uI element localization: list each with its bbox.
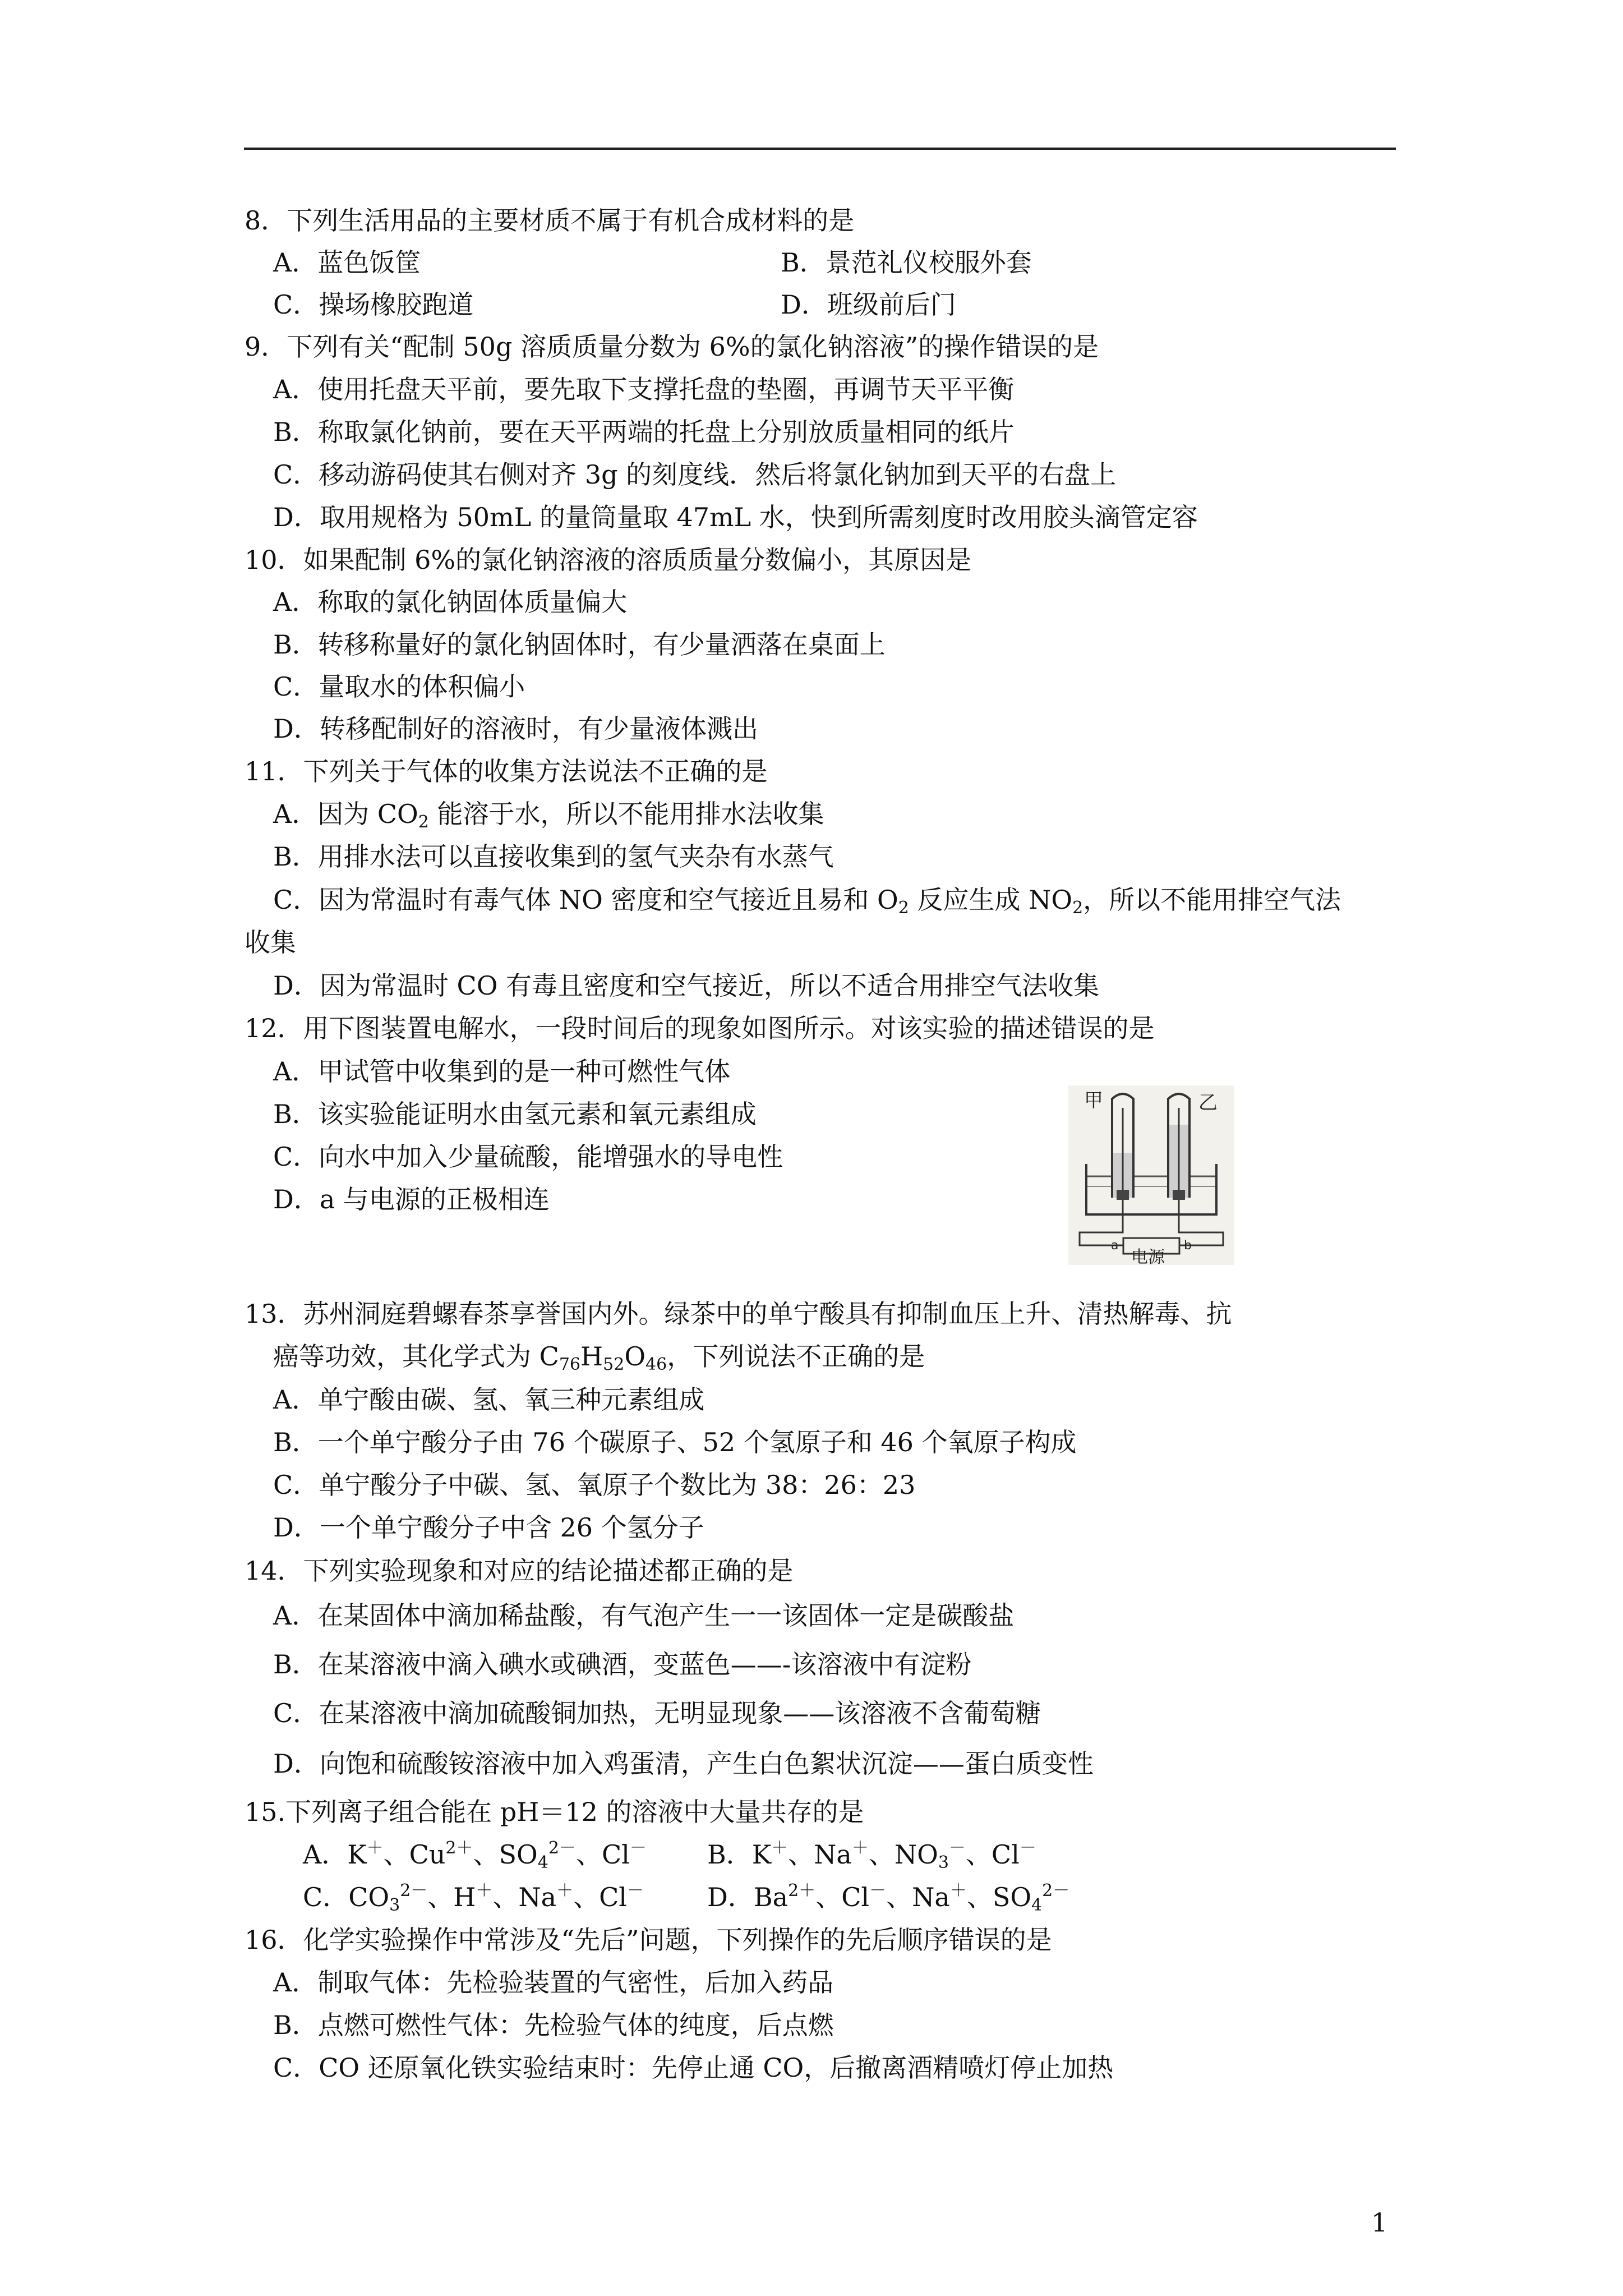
question-8-option-d: D．班级前后门 <box>781 289 956 320</box>
label-a: a <box>1111 1239 1119 1253</box>
question-9-option-c: C．移动游码使其右侧对齐 3g 的刻度线．然后将氯化钠加到天平的右盘上 <box>273 459 1117 490</box>
question-14-option-b: B．在某溶液中滴入碘水或碘酒，变蓝色——-该溶液中有淀粉 <box>273 1649 972 1680</box>
question-10-option-a: A．称取的氯化钠固体质量偏大 <box>273 587 628 617</box>
question-16-stem: 16．化学实验操作中常涉及“先后”问题，下列操作的先后顺序错误的是 <box>245 1925 1052 1955</box>
question-13-stem-line1: 13．苏州洞庭碧螺春茶享誉国内外。绿茶中的单宁酸具有抑制血压上升、清热解毒、抗 <box>245 1299 1232 1329</box>
label-b: b <box>1184 1239 1192 1253</box>
question-8-option-b: B．景范礼仪校服外套 <box>781 247 1032 278</box>
question-8-option-c: C．操场橡胶跑道 <box>273 289 474 320</box>
header-rule <box>244 148 1396 150</box>
label-yi: 乙 <box>1198 1092 1218 1114</box>
question-15-option-c: C．$CO_3^{2-}$、H＋、Na＋、Cl－ <box>303 1881 644 1915</box>
question-13-stem-line2: 癌等功效，其化学式为 $C_{76}H_{52}O_{46}$，下列说法不正确的是 <box>273 1341 925 1374</box>
question-10-option-c: C．量取水的体积偏小 <box>273 671 525 702</box>
question-12-option-b: B．该实验能证明水由氢元素和氧元素组成 <box>273 1099 757 1129</box>
question-12-option-d: D．a 与电源的正极相连 <box>273 1184 550 1214</box>
page-number: 1 <box>1371 2207 1388 2238</box>
question-12-option-c: C．向水中加入少量硫酸，能增强水的导电性 <box>273 1142 783 1172</box>
question-15-option-b: B．K＋、Na＋、$NO_3^-$、Cl－ <box>707 1838 1036 1872</box>
question-12-option-a: A．甲试管中收集到的是一种可燃性气体 <box>273 1056 731 1087</box>
label-jia: 甲 <box>1084 1089 1103 1112</box>
question-11-option-c: C．因为常温时有毒气体 NO 密度和空气接近且易和 $O_2$ 反应生成 $NO_2$，所以不能用排空气法 <box>273 885 1341 918</box>
question-15-stem: 15.下列离子组合能在 pH＝12 的溶液中大量共存的是 <box>245 1797 864 1827</box>
question-9-option-a: A．使用托盘天平前，要先取下支撑托盘的垫圈，再调节天平平衡 <box>273 374 1015 404</box>
question-11-option-a: A．因为 $CO_2$ 能溶于水，所以不能用排水法收集 <box>273 799 824 832</box>
question-14-stem: 14．下列实验现象和对应的结论描述都正确的是 <box>245 1556 794 1586</box>
question-9-option-d: D．取用规格为 50mL 的量筒量取 47mL 水，快到所需刻度时改用胶头滴管定容 <box>273 502 1198 532</box>
question-12-stem: 12．用下图装置电解水，一段时间后的现象如图所示。对该实验的描述错误的是 <box>245 1013 1155 1043</box>
question-14-option-c: C．在某溶液中滴加硫酸铜加热，无明显现象——该溶液不含葡萄糖 <box>273 1698 1041 1728</box>
question-16-option-c: C．CO 还原氧化铁实验结束时：先停止通 CO，后撤离酒精喷灯停止加热 <box>273 2053 1114 2083</box>
question-10-option-b: B．转移称量好的氯化钠固体时，有少量洒落在桌面上 <box>273 629 886 660</box>
question-15-option-a: A．K＋、$Cu^{2+}$、$SO_4^{2-}$、Cl－ <box>303 1838 647 1872</box>
question-9-option-b: B．称取氯化钠前，要在天平两端的托盘上分别放质量相同的纸片 <box>273 417 1015 447</box>
question-16-option-b: B．点燃可燃性气体：先检验气体的纯度，后点燃 <box>273 2010 834 2040</box>
question-10-option-d: D．转移配制好的溶液时，有少量液体溅出 <box>273 714 758 744</box>
question-11-option-c-wrap: 收集 <box>245 927 296 958</box>
question-13-option-d: D．一个单宁酸分子中含 26 个氢分子 <box>273 1512 704 1543</box>
question-14-option-d: D．向饱和硫酸铵溶液中加入鸡蛋清，产生白色絮状沉淀——蛋白质变性 <box>273 1749 1094 1779</box>
question-8-stem: 8．下列生活用品的主要材质不属于有机合成材料的是 <box>245 205 855 236</box>
question-13-option-a: A．单宁酸由碳、氢、氧三种元素组成 <box>273 1384 705 1415</box>
question-13-option-b: B．一个单宁酸分子由 76 个碳原子、52 个氢原子和 46 个氧原子构成 <box>273 1427 1077 1457</box>
question-11-option-d: D．因为常温时 CO 有毒且密度和空气接近，所以不适合用排空气法收集 <box>273 970 1100 1001</box>
question-11-stem: 11．下列关于气体的收集方法说法不正确的是 <box>245 756 768 786</box>
question-13-option-c: C．单宁酸分子中碳、氢、氧原子个数比为 38：26：23 <box>273 1470 916 1500</box>
electrolysis-apparatus-figure <box>1068 1085 1234 1265</box>
question-10-stem: 10．如果配制 6%的氯化钠溶液的溶质质量分数偏小，其原因是 <box>245 545 972 575</box>
question-9-stem: 9．下列有关“配制 50g 溶质质量分数为 6%的氯化钠溶液”的操作错误的是 <box>245 332 1099 362</box>
label-power-source: 电源 <box>1131 1248 1165 1265</box>
question-15-option-d: D．$Ba^{2+}$、Cl－、Na＋、$SO_4^{2-}$ <box>707 1881 1070 1915</box>
question-8-option-a: A．蓝色饭筐 <box>273 247 421 278</box>
question-11-option-b: B．用排水法可以直接收集到的氢气夹杂有水蒸气 <box>273 841 834 872</box>
question-14-option-a: A．在某固体中滴加稀盐酸，有气泡产生一一该固体一定是碳酸盐 <box>273 1600 1015 1631</box>
question-16-option-a: A．制取气体：先检验装置的气密性，后加入药品 <box>273 1967 834 1998</box>
